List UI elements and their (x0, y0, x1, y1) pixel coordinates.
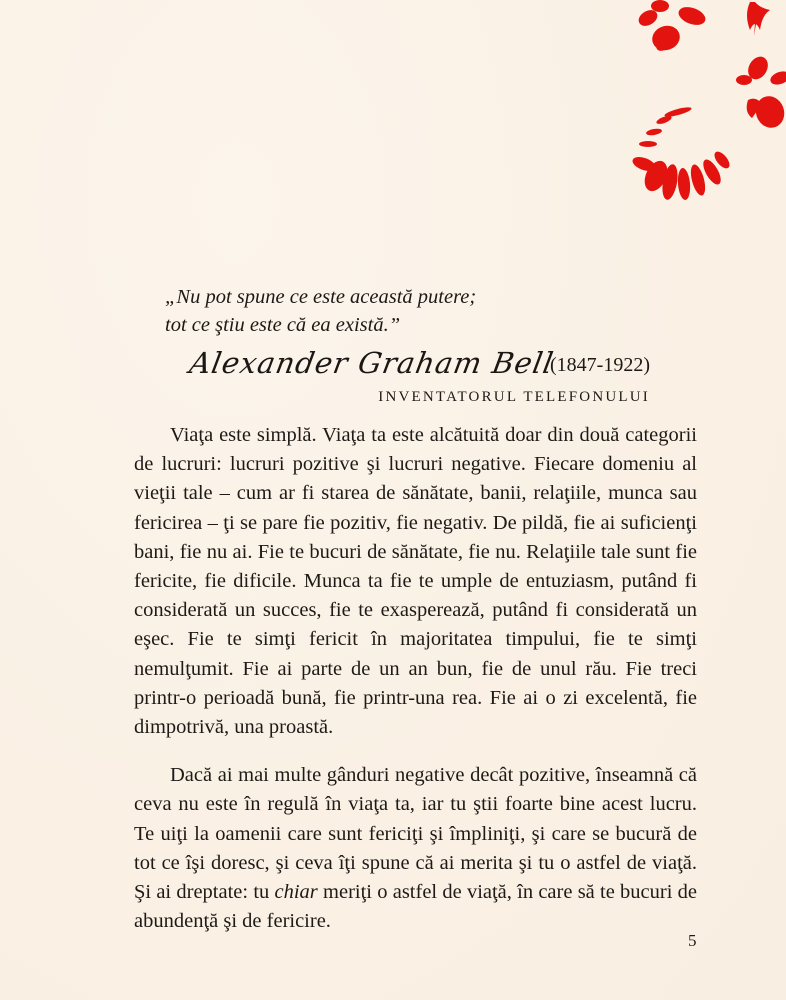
emphasis-text: chiar (274, 881, 318, 904)
paragraph: Viaţa este simplă. Viaţa ta este alcătuită doar din două categorii de lucruri: lucruri pozitive şi lucruri negative. Fiecare domeniu al vieţii tale – cum ar fi starea de sănătate, banii, relaţiile, munca sau fericirea – ţi se pare fie pozitiv, fie negativ. De pildă, fie ai suficienţi bani, fie nu ai. Fie te bucuri de sănătate, fie nu. Relaţiile tale sunt fie fericite, fie dificile. Munca ta fie te umple de entuziasm, putând fi considerată un succes, fie te exasperează, putând fi considerată un eşec. Fie te simţi fericit în majoritatea timpului, fie te simţi nemulţumit. Fie ai parte de un an bun, fie de unul rău. Fie treci printr-o perioadă bună, fie printr-una rea. Fie ai o zi excelentă, fie dimpotrivă, una proastă. (134, 424, 697, 739)
body-text (134, 421, 697, 936)
paragraph-text: meriţi o astfel de viaţă, în care să te bucuri de abundenţă şi de fericire. (134, 881, 698, 933)
quote-line: tot ce ştiu este că ea există.” (165, 314, 401, 336)
paragraph (134, 761, 697, 936)
attribution (187, 346, 650, 390)
author-role: INVENTATORUL TELEFONULUI (378, 389, 650, 405)
quote-line: „Nu pot spune ce este această putere; (165, 286, 477, 308)
page-number: 5 (688, 931, 697, 950)
author-signature: Alexander Graham Bell (187, 346, 557, 380)
red-flower-brushstroke-icon (620, 0, 786, 210)
author-years: (1847-1922) (550, 354, 650, 376)
epigraph-quote (165, 283, 476, 339)
paragraph-text: Dacă ai mai multe gânduri negative decât pozitive, înseamnă că ceva nu este în regulă în viaţa ta, iar tu ştii foarte bine acest lucru. Te uiţi la oamenii care sunt fericiţi şi împliniţi, şi care se bucură de tot ce îşi doresc, şi ceva îţi spune că ai merita şi tu o astfel de viaţă. Şi ai dreptate: tu (134, 764, 697, 904)
